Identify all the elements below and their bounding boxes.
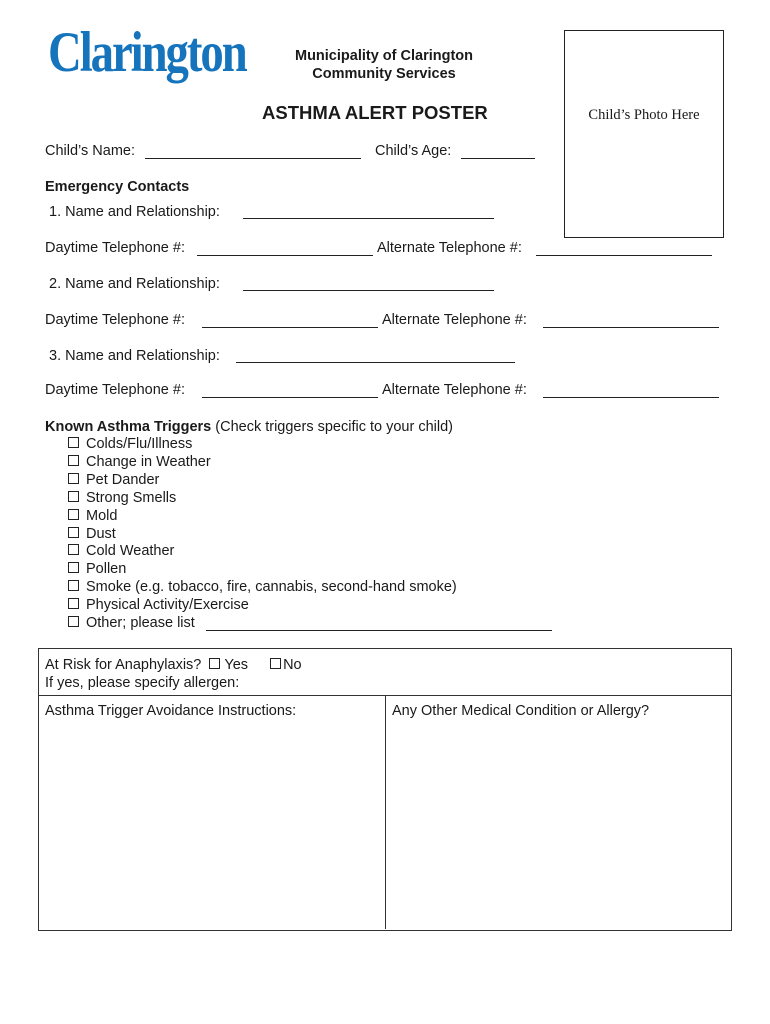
clarington-logo: Clarington bbox=[48, 21, 246, 84]
checkbox[interactable] bbox=[68, 527, 79, 538]
contact-1-daytime-label: Daytime Telephone #: bbox=[45, 240, 185, 256]
anaphylaxis-no-label: No bbox=[283, 657, 302, 673]
trigger-label: Cold Weather bbox=[86, 543, 175, 559]
trigger-item[interactable] bbox=[68, 436, 192, 452]
page-title: ASTHMA ALERT POSTER bbox=[262, 102, 488, 123]
contact-2-daytime-label: Daytime Telephone #: bbox=[45, 312, 185, 328]
org-line-2: Community Services bbox=[312, 66, 456, 82]
allergen-label: If yes, please specify allergen: bbox=[45, 675, 240, 691]
checkbox[interactable] bbox=[68, 509, 79, 520]
trigger-label: Pet Dander bbox=[86, 472, 160, 488]
trigger-label: Smoke (e.g. tobacco, fire, cannabis, second-hand smoke) bbox=[86, 579, 457, 595]
triggers-heading-note: (Check triggers specific to your child) bbox=[215, 419, 453, 435]
trigger-label: Physical Activity/Exercise bbox=[86, 597, 249, 613]
avoidance-instructions-label: Asthma Trigger Avoidance Instructions: bbox=[45, 703, 297, 719]
organization-name bbox=[290, 47, 478, 83]
contact-2-name-field[interactable] bbox=[243, 290, 494, 291]
contact-2-name-label: 2. Name and Relationship: bbox=[49, 276, 220, 292]
contact-1-alternate-field[interactable] bbox=[536, 255, 712, 256]
anaphylaxis-yes-checkbox[interactable] bbox=[209, 658, 220, 669]
trigger-item[interactable] bbox=[68, 508, 117, 524]
trigger-label: Change in Weather bbox=[86, 454, 211, 470]
child-name-field[interactable] bbox=[145, 158, 361, 159]
trigger-label: Colds/Flu/Illness bbox=[86, 436, 193, 452]
anaphylaxis-row bbox=[45, 657, 302, 673]
triggers-heading-bold: Known Asthma Triggers bbox=[45, 419, 212, 435]
contact-1-name-field[interactable] bbox=[243, 218, 494, 219]
checkbox[interactable] bbox=[68, 455, 79, 466]
trigger-label: Strong Smells bbox=[86, 490, 177, 506]
trigger-item[interactable] bbox=[68, 615, 195, 631]
contact-1-name-label: 1. Name and Relationship: bbox=[49, 204, 220, 220]
trigger-item[interactable] bbox=[68, 561, 126, 577]
trigger-item[interactable] bbox=[68, 543, 174, 559]
table-divider-vertical bbox=[385, 695, 386, 929]
checkbox[interactable] bbox=[68, 616, 79, 627]
triggers-heading bbox=[45, 419, 453, 435]
trigger-label: Mold bbox=[86, 508, 118, 524]
trigger-item[interactable] bbox=[68, 454, 211, 470]
emergency-contacts-heading: Emergency Contacts bbox=[45, 179, 190, 195]
trigger-item[interactable] bbox=[68, 472, 159, 488]
trigger-label: Dust bbox=[86, 526, 116, 542]
contact-2-alternate-field[interactable] bbox=[543, 327, 719, 328]
trigger-item[interactable] bbox=[68, 597, 249, 613]
trigger-label: Pollen bbox=[86, 561, 127, 577]
other-trigger-field[interactable] bbox=[206, 630, 552, 631]
trigger-item[interactable] bbox=[68, 526, 116, 542]
contact-3-name-field[interactable] bbox=[236, 362, 515, 363]
contact-1-alternate-label: Alternate Telephone #: bbox=[377, 240, 522, 256]
child-name-label: Child’s Name: bbox=[45, 143, 135, 159]
contact-2-alternate-label: Alternate Telephone #: bbox=[382, 312, 527, 328]
contact-3-name-label: 3. Name and Relationship: bbox=[49, 348, 220, 364]
contact-3-alternate-field[interactable] bbox=[543, 397, 719, 398]
checkbox[interactable] bbox=[68, 544, 79, 555]
trigger-item[interactable] bbox=[68, 490, 176, 506]
contact-3-daytime-field[interactable] bbox=[202, 397, 378, 398]
trigger-label: Other; please list bbox=[86, 615, 195, 631]
contact-3-alternate-label: Alternate Telephone #: bbox=[382, 382, 527, 398]
checkbox[interactable] bbox=[68, 562, 79, 573]
photo-label: Child’s Photo Here bbox=[588, 107, 700, 123]
checkbox[interactable] bbox=[68, 437, 79, 448]
contact-3-daytime-label: Daytime Telephone #: bbox=[45, 382, 185, 398]
contact-1-daytime-field[interactable] bbox=[197, 255, 373, 256]
child-age-label: Child’s Age: bbox=[375, 143, 452, 159]
other-medical-condition-label: Any Other Medical Condition or Allergy? bbox=[392, 703, 650, 719]
trigger-item[interactable] bbox=[68, 579, 457, 595]
checkbox[interactable] bbox=[68, 491, 79, 502]
anaphylaxis-no-checkbox[interactable] bbox=[270, 658, 281, 669]
checkbox[interactable] bbox=[68, 580, 79, 591]
child-photo-box[interactable] bbox=[564, 30, 724, 238]
anaphylaxis-question: At Risk for Anaphylaxis? bbox=[45, 657, 202, 673]
checkbox[interactable] bbox=[68, 598, 79, 609]
checkbox[interactable] bbox=[68, 473, 79, 484]
anaphylaxis-yes-label: Yes bbox=[224, 657, 249, 673]
contact-2-daytime-field[interactable] bbox=[202, 327, 378, 328]
org-line-1: Municipality of Clarington bbox=[294, 48, 474, 64]
child-age-field[interactable] bbox=[461, 158, 535, 159]
